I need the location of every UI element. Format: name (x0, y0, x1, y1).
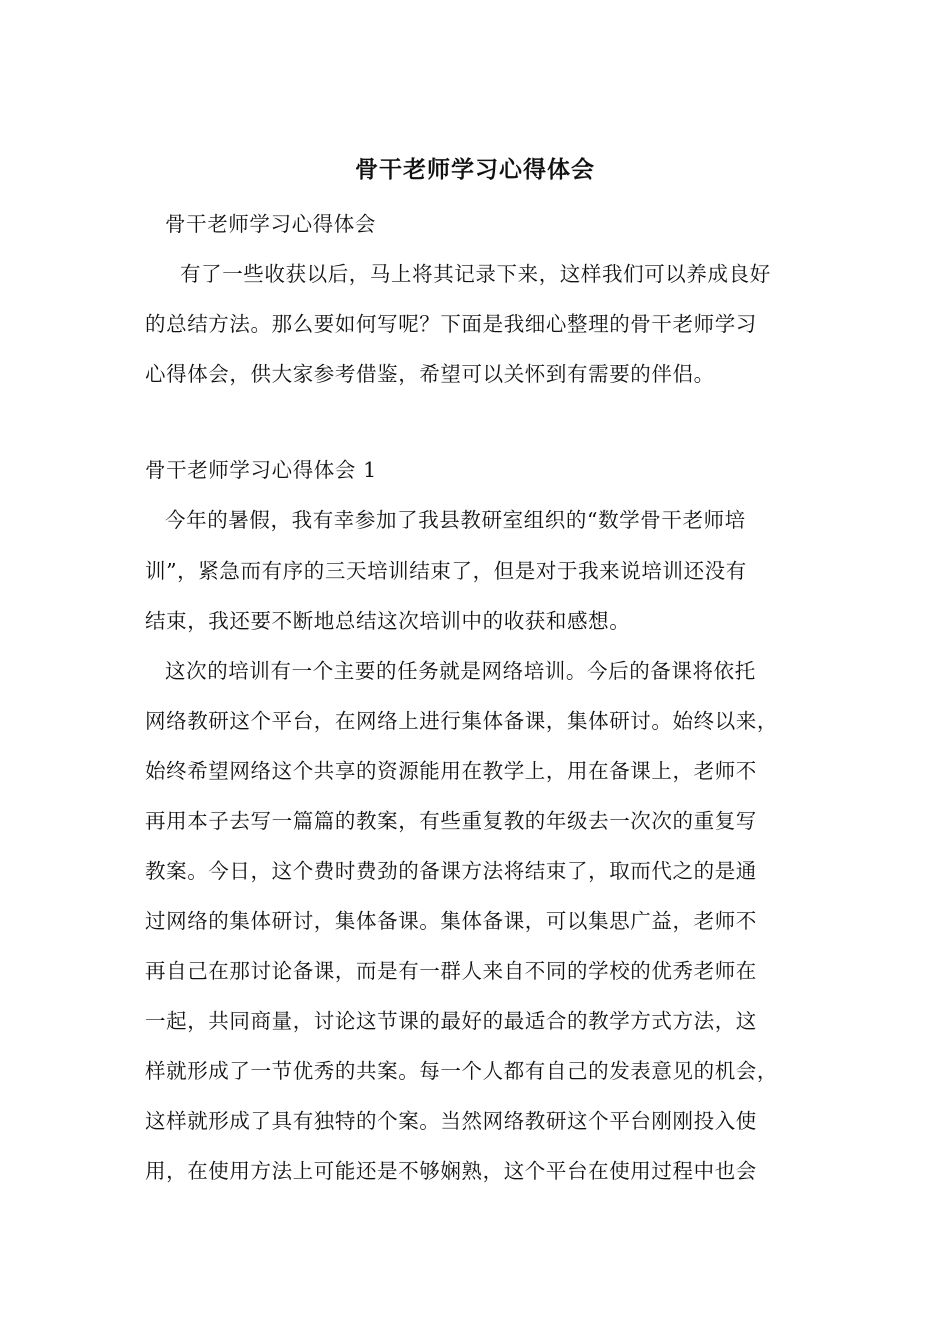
paragraph-line: 的总结方法。那么要如何写呢？下面是我细心整理的骨干老师学习 (145, 312, 757, 336)
paragraph-line: 样就形成了一节优秀的共案。每一个人都有自己的发表意见的机会， (145, 1059, 778, 1083)
paragraph-line: 一起，共同商量，讨论这节课的最好的最适合的教学方式方法，这 (145, 1009, 757, 1033)
paragraph-line: 网络教研这个平台，在网络上进行集体备课，集体研讨。始终以来， (145, 709, 778, 733)
paragraph-line: 用，在使用方法上可能还是不够娴熟，这个平台在使用过程中也会 (145, 1159, 757, 1183)
paragraph-line: 这样就形成了具有独特的个案。当然网络教研这个平台刚刚投入使 (145, 1109, 757, 1133)
paragraph-line: 心得体会，供大家参考借鉴，希望可以关怀到有需要的伴侣。 (145, 362, 715, 386)
paragraph-line: 过网络的集体研讨，集体备课。集体备课，可以集思广益，老师不 (145, 909, 757, 933)
document-title: 骨干老师学习心得体会 (355, 156, 595, 183)
subtitle-line: 骨干老师学习心得体会 (165, 212, 376, 236)
paragraph-line: 结束，我还要不断地总结这次培训中的收获和感想。 (145, 609, 631, 633)
paragraph-line: 有了一些收获以后，马上将其记录下来，这样我们可以养成良好 (180, 262, 771, 286)
paragraph-line: 再用本子去写一篇篇的教案，有些重复教的年级去一次次的重复写 (145, 809, 757, 833)
paragraph-line: 今年的暑假，我有幸参加了我县教研室组织的“数学骨干老师培 (165, 508, 746, 532)
paragraph-line: 始终希望网络这个共享的资源能用在教学上，用在备课上，老师不 (145, 759, 757, 783)
paragraph-line: 训”，紧急而有序的三天培训结束了，但是对于我来说培训还没有 (145, 559, 747, 583)
paragraph-line: 再自己在那讨论备课，而是有一群人来自不同的学校的优秀老师在 (145, 959, 757, 983)
paragraph-line: 教案。今日，这个费时费劲的备课方法将结束了，取而代之的是通 (145, 859, 757, 883)
section-heading: 骨干老师学习心得体会 1 (145, 458, 377, 482)
paragraph-line: 这次的培训有一个主要的任务就是网络培训。今后的备课将依托 (165, 659, 756, 683)
